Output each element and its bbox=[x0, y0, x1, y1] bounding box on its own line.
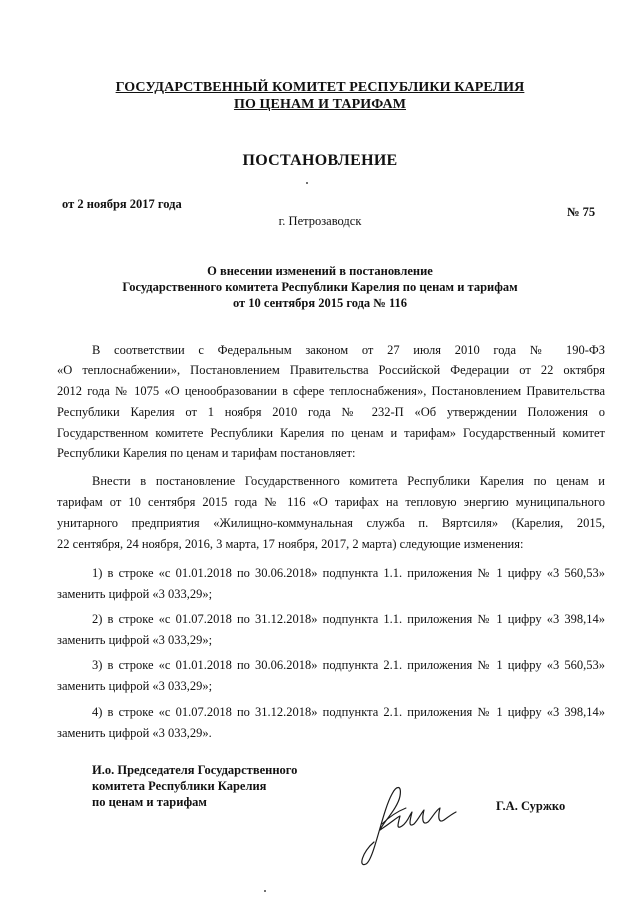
intro-line: 22 сентября, 24 ноября, 2016, 3 марта, 17 ноября, 2017, 2 марта) следующие изменения: bbox=[57, 537, 524, 551]
change-item-line1: 3) в строке «с 01.01.2018 по 30.06.2018» подпункта 2.1. приложения № 1 цифру «3 560,53» bbox=[92, 658, 605, 672]
preamble-line: В соответствии с Федеральным законом от 27 июля 2010 года № 190-ФЗ bbox=[92, 343, 605, 357]
subject-line3: от 10 сентября 2015 года № 116 bbox=[232, 296, 408, 310]
scan-speck bbox=[306, 182, 308, 184]
change-item-line1: 1) в строке «с 01.01.2018 по 30.06.2018» подпункта 1.1. приложения № 1 цифру «3 560,53» bbox=[92, 566, 605, 580]
intro-line: Внести в постановление Государственного комитета Республики Карелия по ценам и bbox=[92, 474, 605, 488]
preamble-line: «О теплоснабжении», Постановлением Правительства Российской Федерации от 22 октября bbox=[57, 363, 605, 377]
signatory-position-line2: комитета Республики Карелия bbox=[92, 779, 267, 793]
document-type: ПОСТАНОВЛЕНИЕ bbox=[242, 152, 398, 169]
change-item-line2: заменить цифрой «3 033,29»; bbox=[57, 679, 213, 693]
subject-line1: О внесении изменений в постановление bbox=[207, 264, 433, 278]
preamble-line: 2012 года № 1075 «О ценообразовании в сфере теплоснабжения», Постановлением Правительства bbox=[57, 384, 605, 398]
org-name-line1: ГОСУДАРСТВЕННЫЙ КОМИТЕТ РЕСПУБЛИКИ КАРЕЛИЯ bbox=[115, 80, 525, 95]
subject-line2: Государственного комитета Республики Карелия по ценам и тарифам bbox=[122, 280, 518, 294]
change-item-line2: заменить цифрой «3 033,29»; bbox=[57, 587, 213, 601]
handwritten-signature bbox=[352, 772, 462, 872]
change-item-line2: заменить цифрой «3 033,29». bbox=[57, 726, 212, 740]
document-city: г. Петрозаводск bbox=[278, 214, 362, 228]
signatory-position-line3: по ценам и тарифам bbox=[92, 795, 207, 809]
signatory-name: Г.А. Суржко bbox=[496, 799, 566, 813]
change-item-line1: 2) в строке «с 01.07.2018 по 31.12.2018» подпункта 1.1. приложения № 1 цифру «3 398,14» bbox=[92, 612, 605, 626]
intro-line: тарифам от 10 сентября 2015 года № 116 «О тарифах на тепловую энергию муниципального bbox=[57, 495, 605, 509]
intro-line: унитарного предприятия «Жилищно-коммунальная служба п. Вяртсиля» (Карелия, 2015, bbox=[57, 516, 605, 530]
change-item-line1: 4) в строке «с 01.07.2018 по 31.12.2018» подпункта 2.1. приложения № 1 цифру «3 398,14» bbox=[92, 705, 605, 719]
document-number: № 75 bbox=[567, 205, 596, 219]
preamble-line: Государственном комитете Республики Карелия по ценам и тарифам» Государственный комитет bbox=[57, 426, 605, 440]
change-item-line2: заменить цифрой «3 033,29»; bbox=[57, 633, 213, 647]
org-name-line2: ПО ЦЕНАМ И ТАРИФАМ bbox=[233, 97, 407, 112]
signatory-position-line1: И.о. Председателя Государственного bbox=[92, 763, 298, 777]
document-date: от 2 ноября 2017 года bbox=[62, 197, 182, 211]
preamble-line: Республики Карелия от 1 ноября 2010 года № 232-П «Об утверждении Положения о bbox=[57, 405, 605, 419]
scan-speck bbox=[264, 890, 266, 892]
preamble-line: Республики Карелия по ценам и тарифам постановляет: bbox=[57, 446, 356, 460]
